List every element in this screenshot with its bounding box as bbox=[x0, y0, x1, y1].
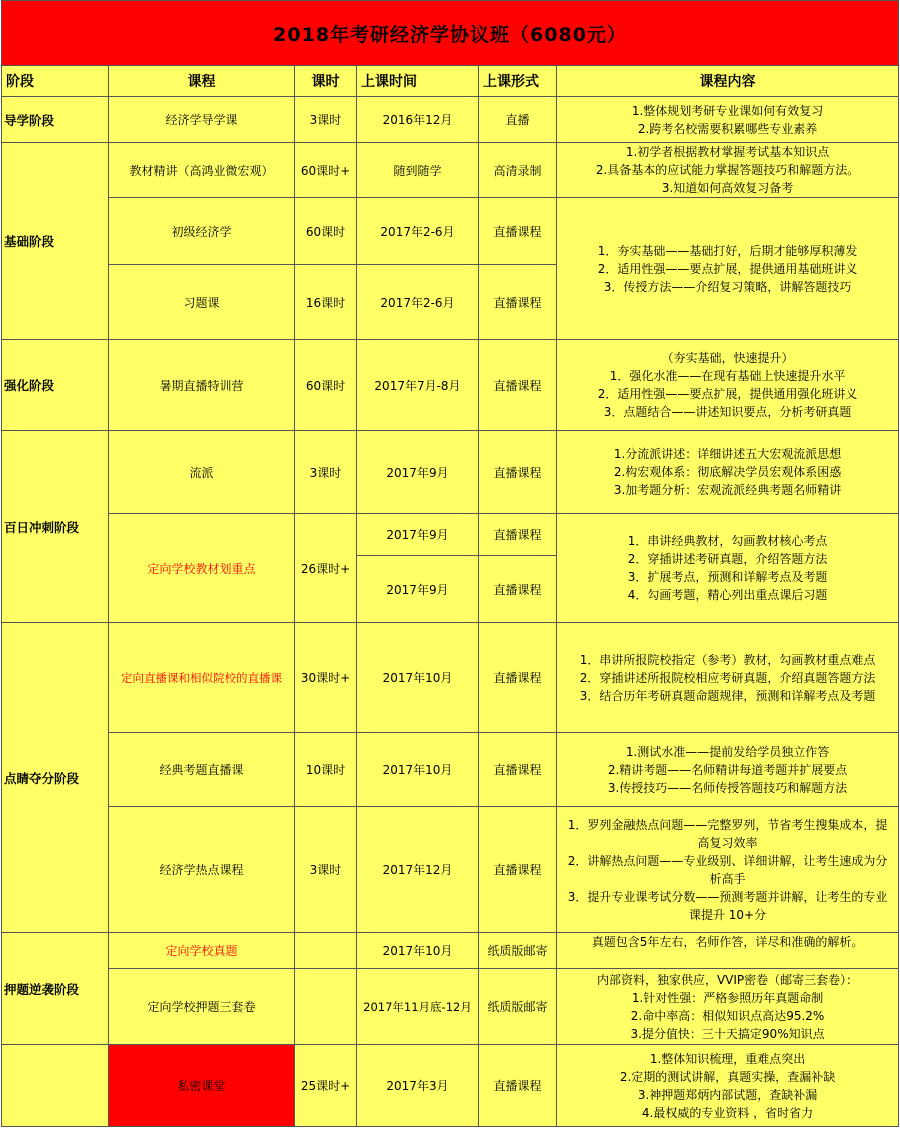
course-time: 2017年10月 bbox=[357, 623, 479, 733]
header-format: 上课形式 bbox=[479, 66, 557, 97]
table-title: 2018年考研经济学协议班（6080元） bbox=[2, 1, 899, 66]
header-hours: 课时 bbox=[295, 66, 357, 97]
table-row bbox=[2, 143, 899, 198]
course-hours: 3课时 bbox=[295, 97, 357, 143]
course-hours: 16课时 bbox=[295, 265, 357, 340]
course-hours: 60课时 bbox=[295, 198, 357, 265]
course-format: 直播课程 bbox=[479, 198, 557, 265]
course-time: 2017年7月-8月 bbox=[357, 340, 479, 431]
content-line: 2.具备基本的应试能力掌握答题技巧和解题方法。 bbox=[595, 163, 860, 177]
content-line: 1.整体规划考研专业课如何有效复习 bbox=[631, 103, 824, 118]
course-content bbox=[557, 807, 899, 933]
content-line: 2.命中率高：相似知识点高达95.2% bbox=[630, 1008, 825, 1023]
phase-pinpoint: 点睛夺分阶段 bbox=[2, 623, 109, 933]
content-line: 3.知道如何高效复习备考 bbox=[661, 181, 794, 195]
course-time: 2016年12月 bbox=[357, 97, 479, 143]
course-content bbox=[557, 1045, 899, 1127]
course-hours: 30课时+ bbox=[295, 623, 357, 733]
content-line: 3．提升专业课考试分数——预测考题并讲解，让考生的专业课提升 10+分 bbox=[567, 889, 888, 922]
course-hours: 25课时+ bbox=[295, 1045, 357, 1127]
phase-predict: 押题逆袭阶段 bbox=[2, 933, 109, 1045]
content-line: 内部资料，独家供应，VVIP密卷（邮寄三套卷）： bbox=[596, 972, 859, 987]
course-format: 纸质版邮寄 bbox=[479, 933, 557, 969]
content-line: 3．传授方法——介绍复习策略，讲解答题技巧 bbox=[603, 279, 852, 294]
course-content bbox=[557, 143, 899, 198]
content-line: 3．点题结合——讲述知识要点，分析考研真题 bbox=[603, 405, 852, 419]
course-name: 习题课 bbox=[109, 265, 295, 340]
course-format: 高清录制 bbox=[479, 143, 557, 198]
content-line: 3．结合历年考研真题命题规律，预测和详解考点及考题 bbox=[579, 688, 876, 703]
table-row bbox=[2, 623, 899, 733]
course-name: 流派 bbox=[109, 431, 295, 514]
course-time: 2017年3月 bbox=[357, 1045, 479, 1127]
content-line: 真题包含5年左右，名师作答，详尽和准确的解析。 bbox=[591, 935, 864, 949]
content-line: 2．穿插讲述所报院校相应考研真题，介绍真题答题方法 bbox=[579, 670, 876, 685]
content-line: 1.针对性强：严格参照历年真题命制 bbox=[631, 990, 824, 1005]
course-format: 直播课程 bbox=[479, 623, 557, 733]
header-course: 课程 bbox=[109, 66, 295, 97]
course-format: 直播课程 bbox=[479, 265, 557, 340]
course-hours bbox=[295, 969, 357, 1045]
course-content bbox=[557, 97, 899, 143]
content-line: 1．夯实基础——基础打好，后期才能够厚积薄发 bbox=[597, 243, 858, 258]
content-line: 1．串讲经典教材，勾画教材核心考点 bbox=[627, 534, 828, 548]
content-line: 2.构宏观体系：彻底解决学员宏观体系困惑 bbox=[613, 465, 842, 479]
table-row bbox=[2, 733, 899, 807]
table-row bbox=[2, 933, 899, 969]
phase-basic: 基础阶段 bbox=[2, 143, 109, 340]
header-row bbox=[2, 66, 899, 97]
course-time: 2017年9月 bbox=[357, 514, 479, 556]
course-name: 定向学校教材划重点 bbox=[109, 514, 295, 623]
course-format: 直播课程 bbox=[479, 556, 557, 623]
course-name: 定向直播课和相似院校的直播课 bbox=[109, 623, 295, 733]
course-time: 2017年2-6月 bbox=[357, 198, 479, 265]
content-line: 2.跨考名校需要积累哪些专业素养 bbox=[637, 121, 818, 136]
phase-sprint: 百日冲刺阶段 bbox=[2, 431, 109, 623]
course-time: 2017年10月 bbox=[357, 733, 479, 807]
course-content bbox=[557, 431, 899, 514]
course-format: 直播课程 bbox=[479, 431, 557, 514]
course-content bbox=[557, 623, 899, 733]
course-content bbox=[557, 514, 899, 623]
course-format: 纸质版邮寄 bbox=[479, 969, 557, 1045]
course-time: 2017年2-6月 bbox=[357, 265, 479, 340]
table-row bbox=[2, 97, 899, 143]
content-line: 1.初学者根据教材掌握考试基本知识点 bbox=[625, 145, 830, 159]
course-name: 暑期直播特训营 bbox=[109, 340, 295, 431]
phase-private bbox=[2, 1045, 109, 1127]
course-format: 直播课程 bbox=[479, 514, 557, 556]
course-format: 直播课程 bbox=[479, 340, 557, 431]
course-name: 教材精讲（高鸿业微宏观） bbox=[109, 143, 295, 198]
table-row bbox=[2, 431, 899, 514]
course-name: 私密课堂 bbox=[109, 1045, 295, 1127]
course-content bbox=[557, 198, 899, 340]
content-line: 4．勾画考题，精心列出重点课后习题 bbox=[627, 588, 828, 602]
course-content bbox=[557, 969, 899, 1045]
phase-strengthen: 强化阶段 bbox=[2, 340, 109, 431]
content-line: 4.最权威的专业资料 ，省时省力 bbox=[641, 1105, 814, 1120]
course-hours: 60课时 bbox=[295, 340, 357, 431]
table-row bbox=[2, 969, 899, 1045]
content-line: 1．罗列金融热点问题——完整罗列，节省考生搜集成本，提高复习效率 bbox=[567, 817, 888, 850]
content-line: 3.神押题郑炳内部试题，查缺补漏 bbox=[637, 1087, 818, 1102]
table-row bbox=[2, 198, 899, 265]
content-line: 3．扩展考点，预测和详解考点及考题 bbox=[627, 570, 828, 584]
course-name: 初级经济学 bbox=[109, 198, 295, 265]
content-line: 1.整体知识梳理，重难点突出 bbox=[649, 1051, 806, 1066]
course-hours: 10课时 bbox=[295, 733, 357, 807]
content-line: 3.提分值快：三十天搞定90%知识点 bbox=[630, 1026, 825, 1041]
course-hours: 3课时 bbox=[295, 431, 357, 514]
course-name: 经济学导学课 bbox=[109, 97, 295, 143]
header-time: 上课时间 bbox=[357, 66, 479, 97]
content-line: 1.测试水准——提前发给学员独立作答 bbox=[625, 744, 830, 759]
table-row bbox=[2, 340, 899, 431]
table-row bbox=[2, 1045, 899, 1127]
course-format: 直播课程 bbox=[479, 733, 557, 807]
course-time: 2017年9月 bbox=[357, 556, 479, 623]
table-row bbox=[2, 514, 899, 556]
course-time: 2017年10月 bbox=[357, 933, 479, 969]
content-line: （夯实基础，快速提升） bbox=[661, 351, 794, 365]
content-line: 2．讲解热点问题——专业级别、详细讲解，让考生速成为分析高手 bbox=[567, 853, 888, 886]
course-name: 经济学热点课程 bbox=[109, 807, 295, 933]
content-line: 2．适用性强——要点扩展，提供通用基础班讲义 bbox=[597, 261, 858, 276]
course-time: 2017年12月 bbox=[357, 807, 479, 933]
course-name: 定向学校真题 bbox=[109, 933, 295, 969]
content-line: 2．穿插讲述考研真题，介绍答题方法 bbox=[627, 552, 828, 566]
course-hours: 60课时+ bbox=[295, 143, 357, 198]
course-format: 直播 bbox=[479, 97, 557, 143]
course-content bbox=[557, 733, 899, 807]
content-line: 1.分流派讲述：详细讲述五大宏观流派思想 bbox=[613, 447, 842, 461]
content-line: 1．串讲所报院校指定（参考）教材，勾画教材重点难点 bbox=[579, 652, 876, 667]
course-hours bbox=[295, 933, 357, 969]
content-line: 3.加考题分析：宏观流派经典考题名师精讲 bbox=[613, 483, 842, 497]
course-time: 随到随学 bbox=[357, 143, 479, 198]
table-row bbox=[2, 807, 899, 933]
phase-intro: 导学阶段 bbox=[2, 97, 109, 143]
content-line: 2.定期的测试讲解，真题实操，查漏补缺 bbox=[619, 1069, 836, 1084]
course-format: 直播课程 bbox=[479, 807, 557, 933]
course-content bbox=[557, 933, 899, 969]
course-format: 直播课程 bbox=[479, 1045, 557, 1127]
course-hours: 3课时 bbox=[295, 807, 357, 933]
header-phase: 阶段 bbox=[2, 66, 109, 97]
header-content: 课程内容 bbox=[557, 66, 899, 97]
course-time: 2017年9月 bbox=[357, 431, 479, 514]
course-hours: 26课时+ bbox=[295, 514, 357, 623]
course-name: 定向学校押题三套卷 bbox=[109, 969, 295, 1045]
course-name: 经典考题直播课 bbox=[109, 733, 295, 807]
content-line: 3.传授技巧——名师传授答题技巧和解题方法 bbox=[607, 780, 848, 795]
title-row bbox=[2, 1, 899, 66]
content-line: 1．强化水准——在现有基础上快速提升水平 bbox=[609, 369, 846, 383]
course-time: 2017年11月底-12月 bbox=[357, 969, 479, 1045]
content-line: 2.精讲考题——名师精讲每道考题并扩展要点 bbox=[607, 762, 848, 777]
course-content bbox=[557, 340, 899, 431]
content-line: 2．适用性强——要点扩展，提供通用强化班讲义 bbox=[597, 387, 858, 401]
course-schedule-table bbox=[1, 0, 899, 1127]
